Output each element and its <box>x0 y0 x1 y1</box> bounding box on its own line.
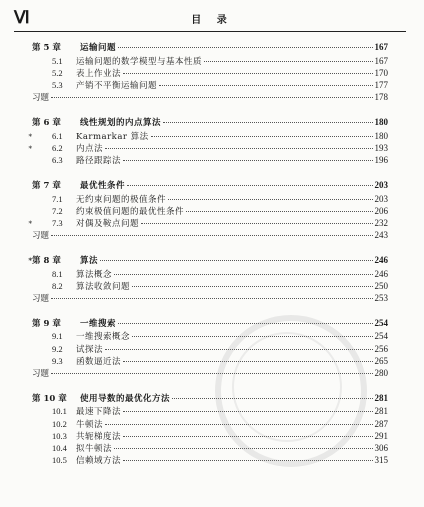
sec-number: 8.1 <box>52 268 63 279</box>
dot-leader <box>105 148 372 149</box>
chap-title: 使用导数的最优化方法 <box>80 393 171 404</box>
dot-leader <box>51 298 372 299</box>
dot-leader <box>123 73 372 74</box>
chap-number: 第 5 章 <box>32 43 61 53</box>
sec-number: 6.3 <box>52 154 63 165</box>
page-number: 246 <box>374 268 388 279</box>
section-entry[interactable] <box>26 355 388 367</box>
page-number: 167 <box>374 42 388 52</box>
page-number: 232 <box>374 217 388 228</box>
page-number: 306 <box>374 442 388 453</box>
page-number: 291 <box>374 430 388 441</box>
chap-title: 最优性条件 <box>80 180 126 191</box>
exercise-entry[interactable] <box>32 292 388 304</box>
section-entry[interactable] <box>26 442 388 454</box>
sec-number: 10.3 <box>52 430 67 441</box>
section-entry[interactable] <box>26 217 388 229</box>
page-number: 254 <box>374 331 388 342</box>
dot-leader <box>151 136 373 137</box>
sec-number: 10.4 <box>52 442 67 453</box>
ex-title: 习题 <box>32 230 50 241</box>
dot-leader <box>132 336 372 337</box>
dot-leader <box>123 460 372 461</box>
page-number: 180 <box>374 117 388 127</box>
section-entry[interactable] <box>26 343 388 355</box>
chap-number: 第 8 章 <box>32 255 61 266</box>
exercise-entry[interactable] <box>32 367 388 379</box>
section-entry[interactable] <box>26 430 388 442</box>
page-number: 287 <box>374 418 388 429</box>
section-entry[interactable] <box>26 280 388 292</box>
page-number: 254 <box>374 317 388 328</box>
dot-leader <box>118 323 372 324</box>
section-entry[interactable] <box>26 193 388 205</box>
dot-leader <box>51 373 372 374</box>
sec-title: 试探法 <box>76 344 104 355</box>
section-entry[interactable] <box>26 454 388 466</box>
page-number: 256 <box>374 343 388 354</box>
dot-leader <box>105 424 372 425</box>
sec-title: 内点法 <box>76 143 104 154</box>
page-number: 177 <box>374 79 388 90</box>
dot-leader <box>159 85 372 86</box>
optional-asterisk: * <box>28 219 32 228</box>
page-number: 281 <box>374 406 388 417</box>
sec-number: 6.1 <box>52 130 63 141</box>
section-entry[interactable] <box>26 130 388 142</box>
dot-leader <box>51 235 372 236</box>
sec-number: 10.5 <box>52 454 67 465</box>
page-number: 178 <box>374 91 388 102</box>
dot-leader <box>105 349 372 350</box>
section-entry[interactable] <box>26 418 388 430</box>
chapter-entry[interactable] <box>32 116 388 128</box>
sec-number: 10.2 <box>52 418 67 429</box>
section-entry[interactable] <box>26 154 388 166</box>
sec-title: 一维搜索概念 <box>76 332 131 343</box>
dot-leader <box>127 185 372 186</box>
section-entry[interactable] <box>26 79 388 91</box>
section-entry[interactable] <box>26 142 388 154</box>
sec-number: 7.3 <box>52 217 63 228</box>
chap-number: 第 9 章 <box>32 318 61 329</box>
sec-number: 9.3 <box>52 355 63 366</box>
optional-asterisk: * <box>28 255 32 265</box>
chapter-entry[interactable] <box>32 41 388 53</box>
sec-title: 函数逼近法 <box>76 356 122 367</box>
dot-leader <box>172 398 372 399</box>
sec-title: 拟牛顿法 <box>76 443 113 454</box>
ex-title: 习题 <box>32 293 50 304</box>
sec-number: 5.3 <box>52 79 63 90</box>
dot-leader <box>100 260 372 261</box>
chap-title: 运输问题 <box>80 43 117 53</box>
chap-title: 算法 <box>80 255 99 266</box>
sec-title: 信赖域方法 <box>76 455 122 466</box>
sec-number: 5.2 <box>52 67 63 78</box>
sec-number: 5.1 <box>52 55 63 66</box>
page-number: 167 <box>374 55 388 66</box>
chapter-entry[interactable] <box>32 179 388 191</box>
dot-leader <box>204 61 372 62</box>
sec-title: 最速下降法 <box>76 407 122 418</box>
page-number: 170 <box>374 67 388 78</box>
dot-leader <box>114 274 372 275</box>
ex-title: 习题 <box>32 92 50 103</box>
sec-title: 无约束问题的极值条件 <box>76 194 167 205</box>
optional-asterisk: * <box>28 132 32 141</box>
page-number: 193 <box>374 142 388 153</box>
sec-number: 9.2 <box>52 343 63 354</box>
section-entry[interactable] <box>26 55 388 67</box>
section-entry[interactable] <box>26 268 388 280</box>
sec-number: 9.1 <box>52 331 63 342</box>
chap-number: 第 7 章 <box>32 180 61 191</box>
chap-title: 线性规划的内点算法 <box>80 118 162 128</box>
dot-leader <box>168 199 372 200</box>
page-number: 203 <box>374 179 388 190</box>
chap-title: 一维搜索 <box>80 318 117 329</box>
page-number: 250 <box>374 280 388 291</box>
page-number: 243 <box>374 229 388 240</box>
sec-title: 产销不平衡运输问题 <box>76 80 158 91</box>
sec-number: 6.2 <box>52 142 63 153</box>
sec-title: 表上作业法 <box>76 68 122 79</box>
sec-number: 10.1 <box>52 406 67 417</box>
sec-title: 对偶及鞍点问题 <box>76 218 140 229</box>
running-title: 目 录 <box>191 15 233 26</box>
ex-title: 习题 <box>32 368 50 379</box>
page-number: 196 <box>374 154 388 165</box>
page-number: 246 <box>374 254 388 265</box>
page-number: 280 <box>374 367 388 378</box>
sec-title: Karmarkar 算法 <box>76 131 149 142</box>
page-number: 253 <box>374 292 388 303</box>
sec-title: 算法概念 <box>76 269 113 280</box>
page-number: 206 <box>374 205 388 216</box>
section-entry[interactable] <box>26 405 388 417</box>
dot-leader <box>163 122 372 123</box>
dot-leader <box>123 160 372 161</box>
page-number: 315 <box>374 454 388 465</box>
dot-leader <box>118 47 372 48</box>
dot-leader <box>123 411 372 412</box>
page-number: Ⅵ <box>14 8 29 27</box>
sec-title: 约束极值问题的最优性条件 <box>76 206 185 217</box>
chapter-entry[interactable] <box>26 254 388 266</box>
sec-number: 8.2 <box>52 280 63 291</box>
dot-leader <box>123 436 372 437</box>
section-entry[interactable] <box>26 205 388 217</box>
exercise-entry[interactable] <box>32 229 388 241</box>
dot-leader <box>186 211 372 212</box>
section-entry[interactable] <box>26 67 388 79</box>
exercise-entry[interactable] <box>32 91 388 103</box>
chapter-entry[interactable] <box>32 392 388 404</box>
page-number: 281 <box>374 392 388 403</box>
sec-title: 算法收敛问题 <box>76 281 131 292</box>
chap-number: 第 6 章 <box>32 118 61 128</box>
dot-leader <box>132 286 372 287</box>
sec-title: 牛顿法 <box>76 419 104 430</box>
page-number: 180 <box>374 130 388 141</box>
sec-title: 路径跟踪法 <box>76 155 122 166</box>
dot-leader <box>114 448 372 449</box>
sec-title: 运输问题的数学模型与基本性质 <box>76 56 203 67</box>
sec-number: 7.2 <box>52 205 63 216</box>
sec-number: 7.1 <box>52 193 63 204</box>
dot-leader <box>51 97 372 98</box>
dot-leader <box>141 223 372 224</box>
page-number: 265 <box>374 355 388 366</box>
dot-leader <box>123 361 372 362</box>
optional-asterisk: * <box>28 144 32 153</box>
chapter-entry[interactable] <box>32 317 388 329</box>
page-number: 203 <box>374 193 388 204</box>
chap-number: 第 10 章 <box>32 393 67 404</box>
sec-title: 共轭梯度法 <box>76 431 122 442</box>
section-entry[interactable] <box>26 330 388 342</box>
